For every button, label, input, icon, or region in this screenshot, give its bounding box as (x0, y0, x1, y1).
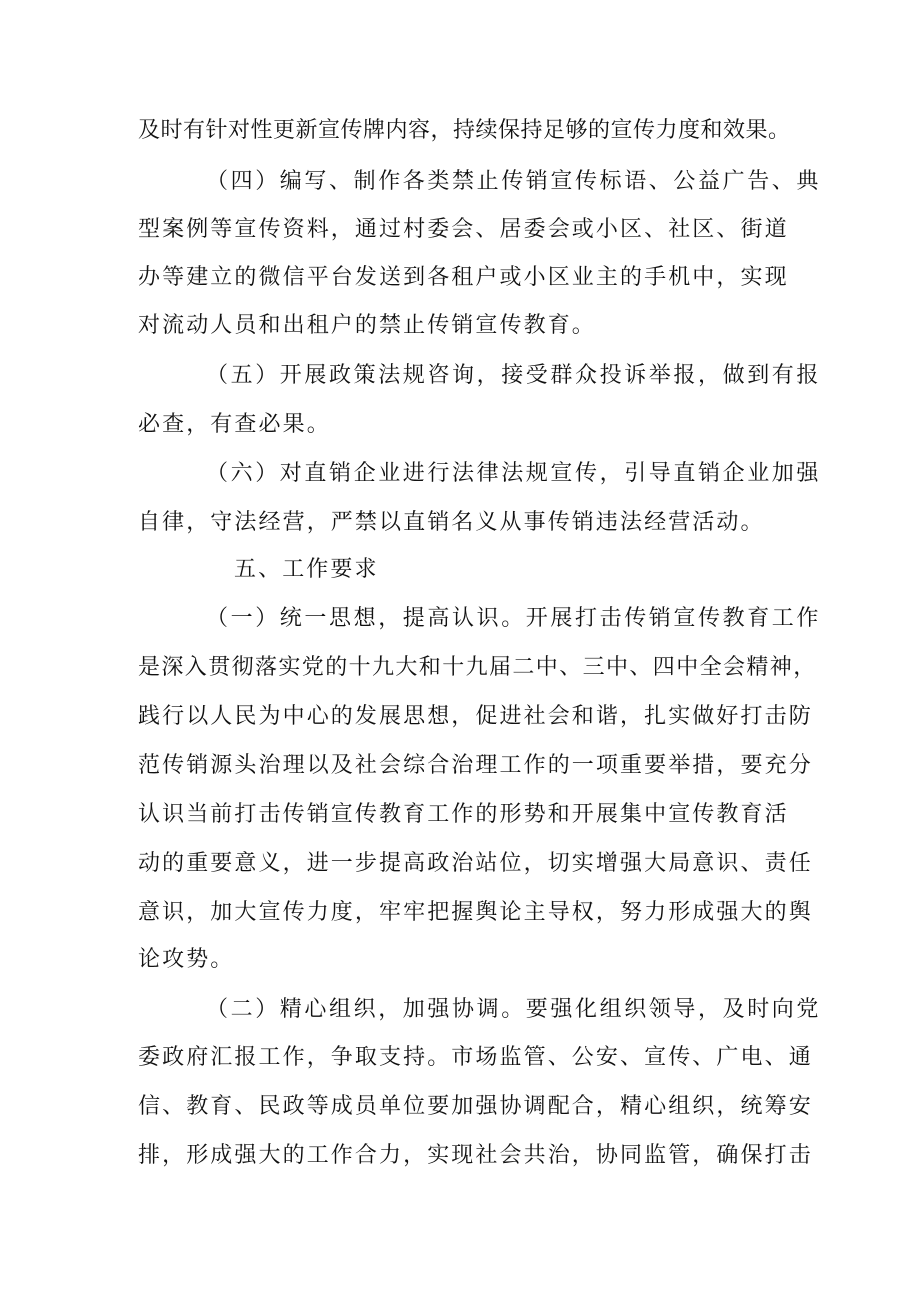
text-line-15: 认识当前打击传销宣传教育工作的形势和开展集中宣传教育活 (138, 802, 789, 827)
text-line-1: 及时有针对性更新宣传牌内容，持续保持足够的宣传力度和效果。 (138, 118, 791, 143)
text-line-12: 是深入贯彻落实党的十九大和十九届二中、三中、四中全会精神， (138, 655, 817, 680)
text-line-11: （一）统一思想，提高认识。开展打击传销宣传教育工作 (206, 606, 822, 631)
text-line-16: 动的重要意义，进一步提高政治站位，切实增强大局意识、责任 (138, 851, 813, 876)
text-line-9: 自律，守法经营，严禁以直销名义从事传销违法经营活动。 (138, 510, 765, 535)
text-line-8: （六）对直销企业进行法律法规宣传，引导直销企业加强 (206, 461, 822, 486)
text-line-13: 践行以人民为中心的发展思想，促进社会和谐，扎实做好打击防 (138, 704, 813, 729)
text-line-2: （四）编写、制作各类禁止传销宣传标语、公益广告、典 (206, 169, 822, 194)
text-line-5: 对流动人员和出租户的禁止传销宣传教育。 (138, 313, 596, 338)
text-line-4: 办等建立的微信平台发送到各租户或小区业主的手机中，实现 (138, 265, 789, 290)
text-line-6: （五）开展政策法规咨询，接受群众投诉举报，做到有报 (206, 363, 822, 388)
text-line-18: 论攻势。 (138, 947, 235, 972)
text-line-3: 型案例等宣传资料，通过村委会、居委会或小区、社区、街道 (138, 217, 789, 242)
text-line-19: （二）精心组织，加强协调。要强化组织领导，及时向党 (206, 997, 822, 1022)
text-line-22: 排，形成强大的工作合力，实现社会共治，协同监管，确保打击 (138, 1143, 813, 1168)
text-line-20: 委政府汇报工作，争取支持。市场监管、公安、宣传、广电、通 (138, 1045, 813, 1070)
text-line-7: 必查，有查必果。 (138, 412, 331, 437)
text-line-21: 信、教育、民政等成员单位要加强协调配合，精心组织，统筹安 (138, 1094, 813, 1119)
text-line-17: 意识，加大宣传力度，牢牢把握舆论主导权，努力形成强大的舆 (138, 900, 813, 925)
section-heading: 五、工作要求 (234, 557, 379, 582)
text-line-14: 范传销源头治理以及社会综合治理工作的一项重要举措，要充分 (138, 753, 813, 778)
